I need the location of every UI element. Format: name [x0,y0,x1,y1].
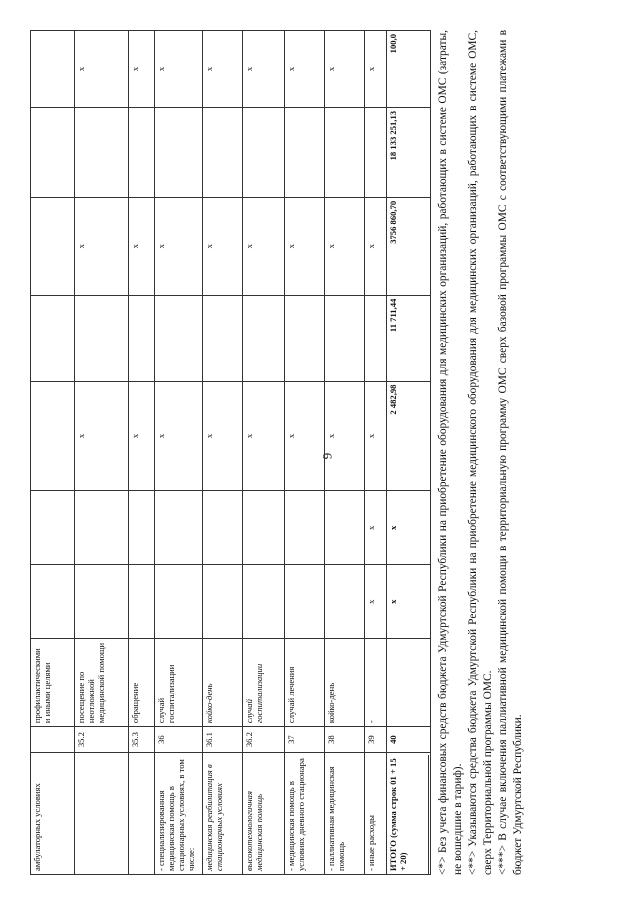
table-cell-c5: х [365,491,387,565]
table-cell-c10: х [75,31,129,108]
table-cell-c6: х [155,381,203,491]
table-cell-c2: 37 [285,727,325,753]
table-cell-c3: случай госпитализации [243,639,285,727]
table-row [129,31,155,875]
table-cell-c7 [31,295,75,381]
table-cell-c4 [203,565,243,639]
table-cell-c3 [387,639,431,727]
footnote-separator [428,755,429,875]
table-cell-c5 [75,491,129,565]
table-cell-c6: 2 482,98 [387,381,431,491]
table-cell-c3: койко-день [203,639,243,727]
table-cell-c6: х [325,381,365,491]
table-cell-c8: 3756 860,70 [387,197,431,295]
table-cell-c4 [155,565,203,639]
table-cell-c5: х [387,491,431,565]
table-cell-c7 [365,295,387,381]
rotated-page [30,30,610,875]
table-cell-c9 [243,107,285,197]
table-cell-c2: 39 [365,727,387,753]
table-cell-c10: х [203,31,243,108]
table-cell-c6: х [129,381,155,491]
table-cell-c4: х [387,565,431,639]
table-cell-c4 [325,565,365,639]
table-cell-c7 [75,295,129,381]
table-cell-c10: х [285,31,325,108]
table-row [365,31,387,875]
cost-table [30,30,431,875]
table-cell-c2: 36.1 [203,727,243,753]
table-cell-c8: х [75,197,129,295]
table-cell-c1: - паллиативная медицинская помощь [325,753,365,875]
table-cell-c1 [75,753,129,875]
footnote-1: <*> Без учета финансовых средств бюджета Удмуртской Республики на приобретение оборудования для медицинских организаций, работающих в системе ОМС (затраты, не вошедшие в тариф). [437,30,464,875]
table-cell-c1: - специализированная медицинская помощь в стационарных условиях, в том числе: [155,753,203,875]
table-cell-c5 [155,491,203,565]
table-cell-c9 [129,107,155,197]
table-cell-c2: 35.3 [129,727,155,753]
table-cell-c1: - медицинская помощь в условиях дневного стационара [285,753,325,875]
table-row [387,31,431,875]
table-cell-c3: профилактическими и иными целями [31,639,75,727]
table-cell-c8: х [243,197,285,295]
table-row [325,31,365,875]
table-row [243,31,285,875]
table-cell-c4 [285,565,325,639]
table-cell-c2: 36.2 [243,727,285,753]
table-cell-c8: х [325,197,365,295]
table-cell-c1: ИТОГО (сумма строк 01 + 15 + 20) [387,753,431,875]
table-cell-c9 [285,107,325,197]
table-cell-c8: х [285,197,325,295]
table-cell-c2 [31,727,75,753]
table-cell-c8: х [155,197,203,295]
footnotes [436,30,527,875]
table-cell-c10: 100,0 [387,31,431,108]
table-cell-c7 [129,295,155,381]
table-cell-c4 [243,565,285,639]
table-cell-c3: случай госпитализации [155,639,203,727]
table-cell-c6: х [285,381,325,491]
table-cell-c6: х [75,381,129,491]
table-cell-c10: х [325,31,365,108]
table-cell-c7 [285,295,325,381]
table-cell-c5 [243,491,285,565]
table-cell-c4 [75,565,129,639]
table-row [203,31,243,875]
page-number: 6 [320,452,335,460]
table-body [31,31,431,875]
table-cell-c2: 36 [155,727,203,753]
table-cell-c10: х [365,31,387,108]
table-cell-c7: 11 711,44 [387,295,431,381]
table-cell-c6: х [203,381,243,491]
table-cell-c5 [31,491,75,565]
table-cell-c1: амбулаторных условиях [31,753,75,875]
table-cell-c6: х [365,381,387,491]
table-cell-c9: 18 133 251,13 [387,107,431,197]
table-cell-c5 [129,491,155,565]
table-cell-c10: х [129,31,155,108]
table-cell-c10: х [243,31,285,108]
table-cell-c4: х [365,565,387,639]
table-cell-c2: 40 [387,727,431,753]
table-cell-c6 [31,381,75,491]
table-cell-c9 [31,107,75,197]
table-cell-c7 [155,295,203,381]
table-cell-c2: 35.2 [75,727,129,753]
table-cell-c3: койко-день [325,639,365,727]
table-cell-c1 [129,753,155,875]
table-row [155,31,203,875]
footnote-2: <**> Указываются средства бюджета Удмуртской Республики на приобретение медицинского оборудования для медицинских организаций, работающих в системе ОМС, сверх Территориальной программы ОМС. [467,30,494,875]
footnote-3: <***> В случае включения паллиативной медицинской помощи в территориальную программу ОМС сверх базовой программы ОМС с соответствующими платежами в бюджет Удмуртской Республики. [497,30,524,875]
table-cell-c9 [365,107,387,197]
table-cell-c8: х [129,197,155,295]
table-cell-c9 [325,107,365,197]
table-cell-c3: случай лечения [285,639,325,727]
table-cell-c10 [31,31,75,108]
table-cell-c9 [155,107,203,197]
table-cell-c4 [31,565,75,639]
table-cell-c7 [243,295,285,381]
table-cell-c8: х [365,197,387,295]
table-cell-c10: х [155,31,203,108]
table-row [31,31,75,875]
table-cell-c4 [129,565,155,639]
table-cell-c5 [203,491,243,565]
table-cell-c8: х [203,197,243,295]
table-cell-c6: х [243,381,285,491]
table-cell-c9 [75,107,129,197]
table-cell-c5 [285,491,325,565]
table-cell-c3: - [365,639,387,727]
table-row [75,31,129,875]
table-cell-c3: посещение по неотложной медицинской помощи [75,639,129,727]
table-cell-c7 [325,295,365,381]
table-cell-c5 [325,491,365,565]
table-cell-c1: - иные расходы [365,753,387,875]
table-row [285,31,325,875]
table-cell-c1: медицинская реабилитация в стационарных условиях [203,753,243,875]
table-cell-c8 [31,197,75,295]
table-cell-c9 [203,107,243,197]
table-cell-c7 [203,295,243,381]
table-cell-c1: высокотехнологичная медицинская помощь [243,753,285,875]
table-cell-c3: обращение [129,639,155,727]
table-cell-c2: 38 [325,727,365,753]
